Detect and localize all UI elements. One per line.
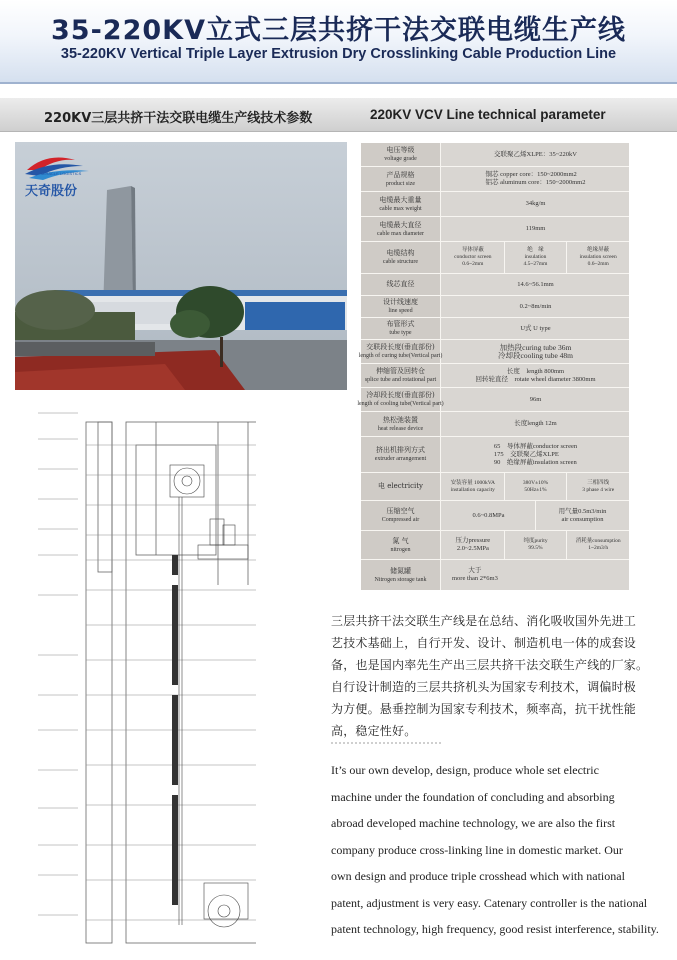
row-label-en: cable max weight [379, 205, 422, 212]
description-line: It’s our own develop, design, produce whole set electric [331, 763, 599, 777]
row-label [361, 437, 441, 472]
description-line: own design and produce triple crosshead which with national [331, 869, 625, 883]
table-row [361, 412, 629, 437]
section-header [0, 98, 677, 132]
air-cell [536, 501, 629, 530]
row-value: 交联聚乙烯XLPE：35~220kV [494, 150, 577, 158]
description-line: patent, adjustment is very easy. Catenary controller is the national [331, 895, 648, 910]
row-value: 长度length 12m [514, 420, 557, 427]
row-label-en: Compressed air [381, 517, 420, 523]
row-value: U式 U type [520, 324, 551, 332]
cell-cn: 三相四线 [587, 479, 610, 486]
row-label-cn: 挤出机排列方式 [376, 446, 425, 454]
cell-cn: 380V±10% [522, 479, 549, 486]
row-label-en: product size [385, 180, 416, 187]
nitrogen-cell [442, 531, 505, 559]
row-value [442, 437, 629, 472]
nitrogen-cell [567, 531, 629, 559]
section-title-en: 220KV VCV Line technical parameter [370, 107, 606, 122]
row-label-cn: 电压等级 [386, 146, 415, 154]
row-label [361, 560, 441, 590]
row-value [442, 473, 629, 500]
row-label-cn: 电缆结构 [386, 249, 415, 257]
description-line: 高，稳定性好。 [331, 724, 417, 738]
table-row [361, 192, 629, 217]
row-value: 96m [529, 395, 542, 403]
cell-en: air consumption [561, 515, 604, 523]
row-label-cn: 电缆最大重量 [379, 195, 422, 204]
row-label [357, 388, 444, 411]
description-line: machine under the foundation of concluding and absorbing [331, 789, 615, 804]
value-line: 65 导体屏蔽conductor screen [493, 442, 578, 450]
table-row [361, 143, 629, 167]
row-value: 34kg/m [525, 200, 546, 207]
cell-value: 4.5~27mm [523, 261, 548, 267]
row-label-cn: 产品规格 [386, 170, 415, 179]
cell-cn: 压力pressure [455, 537, 491, 544]
value-line: 铝芯 aluminum core：150~2000mm2 [485, 179, 586, 186]
divider [331, 742, 441, 746]
row-label-en: extruder arrangement [374, 456, 427, 462]
logo-mark-icon [17, 144, 99, 184]
row-label [358, 340, 443, 363]
table-row [361, 531, 629, 560]
cell-value: 0.6~2mm [462, 261, 484, 267]
row-label-en: heat release device [377, 425, 424, 432]
row-label [361, 143, 441, 166]
row-value [442, 364, 629, 387]
description-line: 为方便。悬垂控制为国家专利技术，频率高，抗干扰性能 [331, 702, 637, 716]
cell-en: 1~2m3/h [588, 545, 609, 551]
description-line: 备，也是国内率先生产出三层共挤干法交联生产线的厂家。 [331, 658, 649, 672]
value-line: 加热段curing tube 36m [499, 342, 572, 352]
value-line: 大于 [468, 567, 482, 574]
table-row [361, 242, 629, 274]
cell-en: installation capacity [450, 486, 495, 493]
row-value [442, 560, 629, 590]
row-value [442, 167, 629, 191]
row-value [442, 501, 629, 530]
page-header [0, 0, 677, 84]
value-line: 铜芯 copper core：150~2000mm2 [485, 171, 577, 178]
structure-cell [567, 242, 629, 273]
tower-drawing-image [38, 405, 256, 945]
row-label-en: cable structure [382, 259, 419, 265]
row-label [361, 242, 441, 273]
description-line: company produce cross-linking line in domestic market. Our [331, 842, 623, 857]
value-line: 回转轮直径 rotate wheel diameter 3800mm [475, 375, 596, 383]
row-label [361, 296, 441, 317]
row-label [361, 364, 441, 387]
row-label-en: voltage grade [384, 156, 417, 162]
description-line: 三层共挤干法交联生产线是在总结、消化吸收国外先进工 [331, 614, 637, 628]
row-label-cn: 设计线速度 [383, 298, 418, 306]
table-row [361, 501, 629, 531]
table-row [361, 364, 629, 388]
value-line: 长度 length 800mm [506, 367, 565, 375]
cell-en: 50Hz±1% [524, 486, 547, 493]
description-line: abroad developed machine technology, we are also the first [331, 816, 616, 830]
structure-cell [505, 242, 568, 273]
row-label-en: length of curing tube(Vertical part) [358, 353, 443, 359]
table-row [361, 296, 629, 318]
row-label [361, 531, 441, 559]
cell-cn: 绝 缘 [527, 247, 544, 253]
table-row [361, 473, 629, 501]
table-row [361, 560, 629, 590]
row-value: 0.2~8m/min [519, 302, 552, 310]
cell-cn: 导体屏蔽 [461, 247, 484, 253]
description-line: 自行设计制造的三层共挤机头为国家专利技术，调偏时极 [331, 680, 637, 694]
cell-cn: 安装容量 1000kVA [450, 479, 496, 486]
value-line: more than 2*6m3 [452, 575, 498, 582]
air-cell [442, 501, 536, 530]
description-line: patent technology, high frequency, good resist interference, stability. [331, 922, 659, 936]
section-title-cn: 220KV三层共挤干法交联电缆生产线技术参数 [44, 111, 313, 126]
table-row [361, 167, 629, 192]
row-label [361, 473, 441, 500]
row-label [361, 192, 441, 216]
row-label-cn: 储氮罐 [390, 566, 411, 575]
row-label [361, 217, 441, 241]
description-cn [331, 610, 663, 742]
row-value: 14.6~56.1mm [517, 280, 554, 288]
row-label-cn: 压缩空气 [386, 507, 415, 515]
cell-en: 2.0~2.5MPa [456, 545, 489, 552]
nitrogen-cell [505, 531, 568, 559]
row-label-en: splice tube and rotational part [364, 377, 437, 383]
cell-en: insulation screen [579, 254, 617, 260]
company-logo [17, 144, 99, 204]
header-spacer [0, 84, 677, 98]
table-row [358, 340, 629, 364]
row-label-cn: 交联段长度(垂直部份) [366, 343, 435, 351]
page-title-en: 35-220KV Vertical Triple Layer Extrusion Dry Crosslinking Cable Production Line [60, 46, 617, 62]
description-en [331, 757, 661, 943]
row-label-cn: 电 electricity [378, 482, 423, 490]
logo-name: 天奇股份 [25, 184, 78, 199]
logo-subtitle: MIRACLE LOGISTICS [41, 171, 82, 176]
cell-cn: 绝缘屏蔽 [587, 247, 610, 253]
row-value [442, 242, 629, 273]
electricity-cell [505, 473, 568, 500]
cell-cn: 消耗量consumption [575, 538, 621, 544]
cell-en: 3 phase 4 wire [582, 486, 615, 493]
row-value: 119mm [525, 225, 546, 232]
cell-cn: 纯度purity [523, 538, 548, 544]
table-row [361, 318, 629, 340]
cell-value: 0.6~2mm [587, 261, 609, 267]
row-label [361, 318, 441, 339]
page-title-cn: 35-220KV立式三层共挤干法交联电缆生产线 [51, 15, 626, 46]
row-label [361, 412, 441, 436]
cell-cn: 0.6~0.8MPa [472, 511, 505, 519]
row-label-en: tube type [389, 330, 412, 336]
factory-photo [15, 142, 347, 390]
row-label-cn: 伸缩管及回转仓 [376, 367, 425, 375]
row-label-cn: 线芯直径 [386, 280, 415, 288]
structure-cell [442, 242, 505, 273]
row-value [442, 531, 629, 559]
row-value [442, 340, 629, 363]
row-label-en: Nitrogen storage tank [374, 576, 427, 583]
row-label [361, 167, 441, 191]
table-row [357, 388, 629, 412]
cell-en: insulation [524, 254, 547, 260]
row-label-en: length of cooling tube(Vertical part) [357, 401, 444, 407]
value-line: 冷却段cooling tube 48m [498, 350, 573, 360]
cell-cn: 用气量0.5m3/min [558, 507, 607, 515]
table-row [361, 437, 629, 473]
table-row [361, 274, 629, 296]
row-label-en: nitrogen [390, 546, 411, 553]
electricity-cell [442, 473, 505, 500]
row-label-en: cable max diameter [377, 230, 424, 237]
tech-parameter-table [357, 143, 629, 590]
row-label [361, 501, 441, 530]
cell-en: conductor screen [454, 254, 492, 260]
row-label [361, 274, 441, 295]
description-line: 艺技术基础上，自行开发、设计、制造机电一体的成套设 [331, 636, 637, 650]
table-row [361, 217, 629, 242]
row-label-cn: 氮 气 [392, 536, 409, 545]
row-label-cn: 冷却段长度(垂直部份) [366, 391, 435, 399]
cell-en: 99.5% [528, 545, 543, 551]
value-line: 90 绝缘屏蔽insulation screen [493, 458, 577, 466]
row-label-cn: 电缆最大直径 [379, 220, 422, 229]
electricity-cell [567, 473, 629, 500]
tower-elevation-drawing [38, 405, 256, 945]
value-line: 175 交联聚乙烯XLPE [493, 450, 559, 458]
row-label-en: line speed [388, 308, 413, 314]
row-label-cn: 热松弛装置 [383, 415, 418, 424]
row-label-cn: 布管形式 [386, 320, 415, 328]
